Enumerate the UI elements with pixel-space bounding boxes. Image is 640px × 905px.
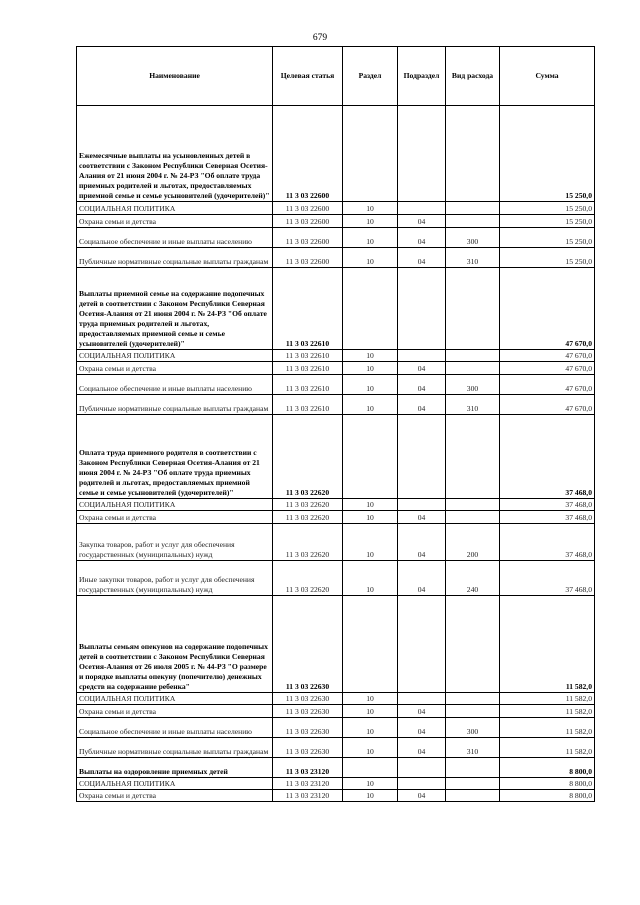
cell-subsection: 04 [398,561,446,596]
table-row [77,693,595,705]
cell-name: Публичные нормативные социальные выплаты гражданам [77,395,273,415]
cell-section: 10 [343,215,398,228]
page-number: 679 [312,33,328,43]
cell-expense-type [446,511,500,524]
table-body [77,106,595,802]
cell-subsection [398,106,446,202]
cell-target: 11 3 03 22600 [273,202,343,215]
table-header-row [77,47,595,106]
cell-subsection [398,415,446,499]
table-row [77,228,595,248]
cell-section [343,106,398,202]
cell-target: 11 3 03 22610 [273,362,343,375]
cell-section: 10 [343,778,398,790]
cell-target: 11 3 03 22610 [273,395,343,415]
table-row [77,248,595,268]
table-row [77,362,595,375]
cell-sum: 8 800,0 [500,758,595,778]
header-sum: Сумма [500,47,595,106]
cell-subsection [398,202,446,215]
cell-expense-type: 310 [446,395,500,415]
table-row [77,790,595,802]
cell-section: 10 [343,499,398,511]
cell-section: 10 [343,228,398,248]
cell-target: 11 3 03 22610 [273,268,343,350]
cell-expense-type [446,362,500,375]
cell-expense-type [446,790,500,802]
table-row-main [77,268,595,350]
cell-expense-type [446,705,500,718]
cell-name: СОЦИАЛЬНАЯ ПОЛИТИКА [77,693,273,705]
cell-section: 10 [343,705,398,718]
cell-subsection: 04 [398,248,446,268]
cell-target: 11 3 03 22600 [273,106,343,202]
table-row [77,395,595,415]
cell-sum: 15 250,0 [500,215,595,228]
cell-section: 10 [343,693,398,705]
cell-subsection: 04 [398,215,446,228]
cell-target: 11 3 03 23120 [273,758,343,778]
cell-target: 11 3 03 22620 [273,511,343,524]
table-row [77,718,595,738]
cell-expense-type: 300 [446,375,500,395]
cell-name: Выплаты на оздоровление приемных детей [77,758,273,778]
table-row [77,202,595,215]
cell-expense-type [446,596,500,693]
cell-name: Иные закупки товаров, работ и услуг для обеспечения государственных (муниципальных) нужд [77,561,273,596]
cell-section: 10 [343,375,398,395]
cell-sum: 47 670,0 [500,362,595,375]
table-row [77,511,595,524]
cell-name: СОЦИАЛЬНАЯ ПОЛИТИКА [77,350,273,362]
cell-sum: 37 468,0 [500,511,595,524]
cell-expense-type [446,215,500,228]
cell-section [343,415,398,499]
cell-section [343,596,398,693]
cell-section: 10 [343,718,398,738]
cell-name: СОЦИАЛЬНАЯ ПОЛИТИКА [77,202,273,215]
cell-section [343,758,398,778]
cell-sum: 11 582,0 [500,705,595,718]
cell-name: СОЦИАЛЬНАЯ ПОЛИТИКА [77,778,273,790]
table-row [77,215,595,228]
cell-subsection: 04 [398,524,446,561]
cell-expense-type: 310 [446,248,500,268]
cell-expense-type [446,350,500,362]
cell-subsection [398,350,446,362]
cell-sum: 15 250,0 [500,248,595,268]
cell-sum: 11 582,0 [500,738,595,758]
cell-target: 11 3 03 22620 [273,524,343,561]
cell-target: 11 3 03 22630 [273,596,343,693]
budget-table [76,46,595,802]
cell-expense-type [446,415,500,499]
cell-section: 10 [343,248,398,268]
cell-name: Социальное обеспечение и иные выплаты населению [77,375,273,395]
cell-target: 11 3 03 22620 [273,499,343,511]
cell-section: 10 [343,738,398,758]
cell-expense-type: 300 [446,718,500,738]
cell-name: Охрана семьи и детства [77,705,273,718]
cell-target: 11 3 03 22620 [273,561,343,596]
cell-name: Ежемесячные выплаты на усыновленных детей в соответствии с Законом Республики Северная Осетия-Алания от 21 июня 2004 г. № 24-РЗ "Об оплате труда приемных родителей и льготах, предоставляемых приемной семье и семье усыновителей (удочерителей)" [77,106,273,202]
cell-section: 10 [343,790,398,802]
table-row [77,499,595,511]
cell-name: Закупка товаров, работ и услуг для обеспечения государственных (муниципальных) нужд [77,524,273,561]
header-expense-type: Вид расхода [446,47,500,106]
cell-section: 10 [343,362,398,375]
cell-name: Оплата труда приемного родителя в соответствии с Законом Республики Северная Осетия-Алания от 21 июня 2004 г. № 24-РЗ "Об оплате труда приемных родителей и льготах, предоставляемых приемной семье и семье усыновителей (удочерителей)" [77,415,273,499]
cell-expense-type: 200 [446,524,500,561]
cell-name: Охрана семьи и детства [77,362,273,375]
cell-target: 11 3 03 23120 [273,790,343,802]
cell-target: 11 3 03 23120 [273,778,343,790]
cell-subsection [398,778,446,790]
cell-sum: 47 670,0 [500,395,595,415]
cell-sum: 15 250,0 [500,202,595,215]
cell-sum: 8 800,0 [500,790,595,802]
cell-target: 11 3 03 22610 [273,375,343,395]
header-subsection: Подраздел [398,47,446,106]
cell-sum: 37 468,0 [500,524,595,561]
cell-sum: 11 582,0 [500,718,595,738]
cell-name: Социальное обеспечение и иные выплаты населению [77,228,273,248]
cell-sum: 11 582,0 [500,596,595,693]
table-row [77,778,595,790]
header-name: Наименование [77,47,273,106]
cell-name: СОЦИАЛЬНАЯ ПОЛИТИКА [77,499,273,511]
cell-target: 11 3 03 22630 [273,705,343,718]
cell-subsection: 04 [398,718,446,738]
cell-target: 11 3 03 22630 [273,718,343,738]
cell-name: Публичные нормативные социальные выплаты гражданам [77,738,273,758]
table-row-main [77,596,595,693]
cell-sum: 11 582,0 [500,693,595,705]
cell-target: 11 3 03 22620 [273,415,343,499]
cell-expense-type [446,693,500,705]
table-row [77,738,595,758]
cell-sum: 15 250,0 [500,228,595,248]
cell-section: 10 [343,561,398,596]
table-row-main [77,106,595,202]
cell-sum: 37 468,0 [500,499,595,511]
cell-subsection: 04 [398,790,446,802]
cell-subsection: 04 [398,705,446,718]
cell-sum: 47 670,0 [500,268,595,350]
cell-name: Охрана семьи и детства [77,511,273,524]
cell-subsection [398,268,446,350]
cell-sum: 8 800,0 [500,778,595,790]
cell-name: Выплаты приемной семье на содержание подопечных детей в соответствии с Законом Республики Северная Осетия-Алания от 21 июня 2004 г. № 24-РЗ "Об оплате труда приемных родителей и льготах, предоставляемых приемной семье и семье усыновителей (удочерителей)" [77,268,273,350]
cell-name: Охрана семьи и детства [77,790,273,802]
table-row [77,524,595,561]
cell-section: 10 [343,395,398,415]
cell-section: 10 [343,524,398,561]
cell-target: 11 3 03 22630 [273,738,343,758]
cell-subsection [398,596,446,693]
table-row-main [77,758,595,778]
cell-sum: 15 250,0 [500,106,595,202]
cell-expense-type [446,758,500,778]
cell-name: Публичные нормативные социальные выплаты гражданам [77,248,273,268]
table-row [77,375,595,395]
cell-subsection: 04 [398,375,446,395]
table-row [77,705,595,718]
cell-target: 11 3 03 22610 [273,350,343,362]
cell-expense-type: 310 [446,738,500,758]
cell-section: 10 [343,350,398,362]
cell-subsection: 04 [398,738,446,758]
cell-expense-type [446,202,500,215]
cell-section: 10 [343,202,398,215]
table-row-main [77,415,595,499]
cell-subsection [398,499,446,511]
cell-expense-type [446,106,500,202]
cell-subsection [398,758,446,778]
cell-sum: 37 468,0 [500,415,595,499]
cell-expense-type: 300 [446,228,500,248]
cell-sum: 37 468,0 [500,561,595,596]
cell-subsection: 04 [398,362,446,375]
cell-target: 11 3 03 22600 [273,215,343,228]
cell-section: 10 [343,511,398,524]
cell-name: Выплаты семьям опекунов на содержание подопечных детей в соответствии с Законом Республики Северная Осетия-Алания от 26 июля 2005 г. № 44-РЗ "О размере и порядке выплаты опекуну (попечителю) денежных средств на содержание ребенка" [77,596,273,693]
header-section: Раздел [343,47,398,106]
cell-name: Охрана семьи и детства [77,215,273,228]
cell-expense-type [446,268,500,350]
cell-section [343,268,398,350]
cell-target: 11 3 03 22600 [273,228,343,248]
cell-target: 11 3 03 22600 [273,248,343,268]
cell-sum: 47 670,0 [500,375,595,395]
cell-sum: 47 670,0 [500,350,595,362]
cell-subsection: 04 [398,395,446,415]
table-row [77,561,595,596]
cell-subsection: 04 [398,511,446,524]
cell-subsection: 04 [398,228,446,248]
cell-expense-type: 240 [446,561,500,596]
cell-expense-type [446,499,500,511]
cell-target: 11 3 03 22630 [273,693,343,705]
header-target: Целевая статья [273,47,343,106]
cell-name: Социальное обеспечение и иные выплаты населению [77,718,273,738]
cell-subsection [398,693,446,705]
cell-expense-type [446,778,500,790]
table-row [77,350,595,362]
